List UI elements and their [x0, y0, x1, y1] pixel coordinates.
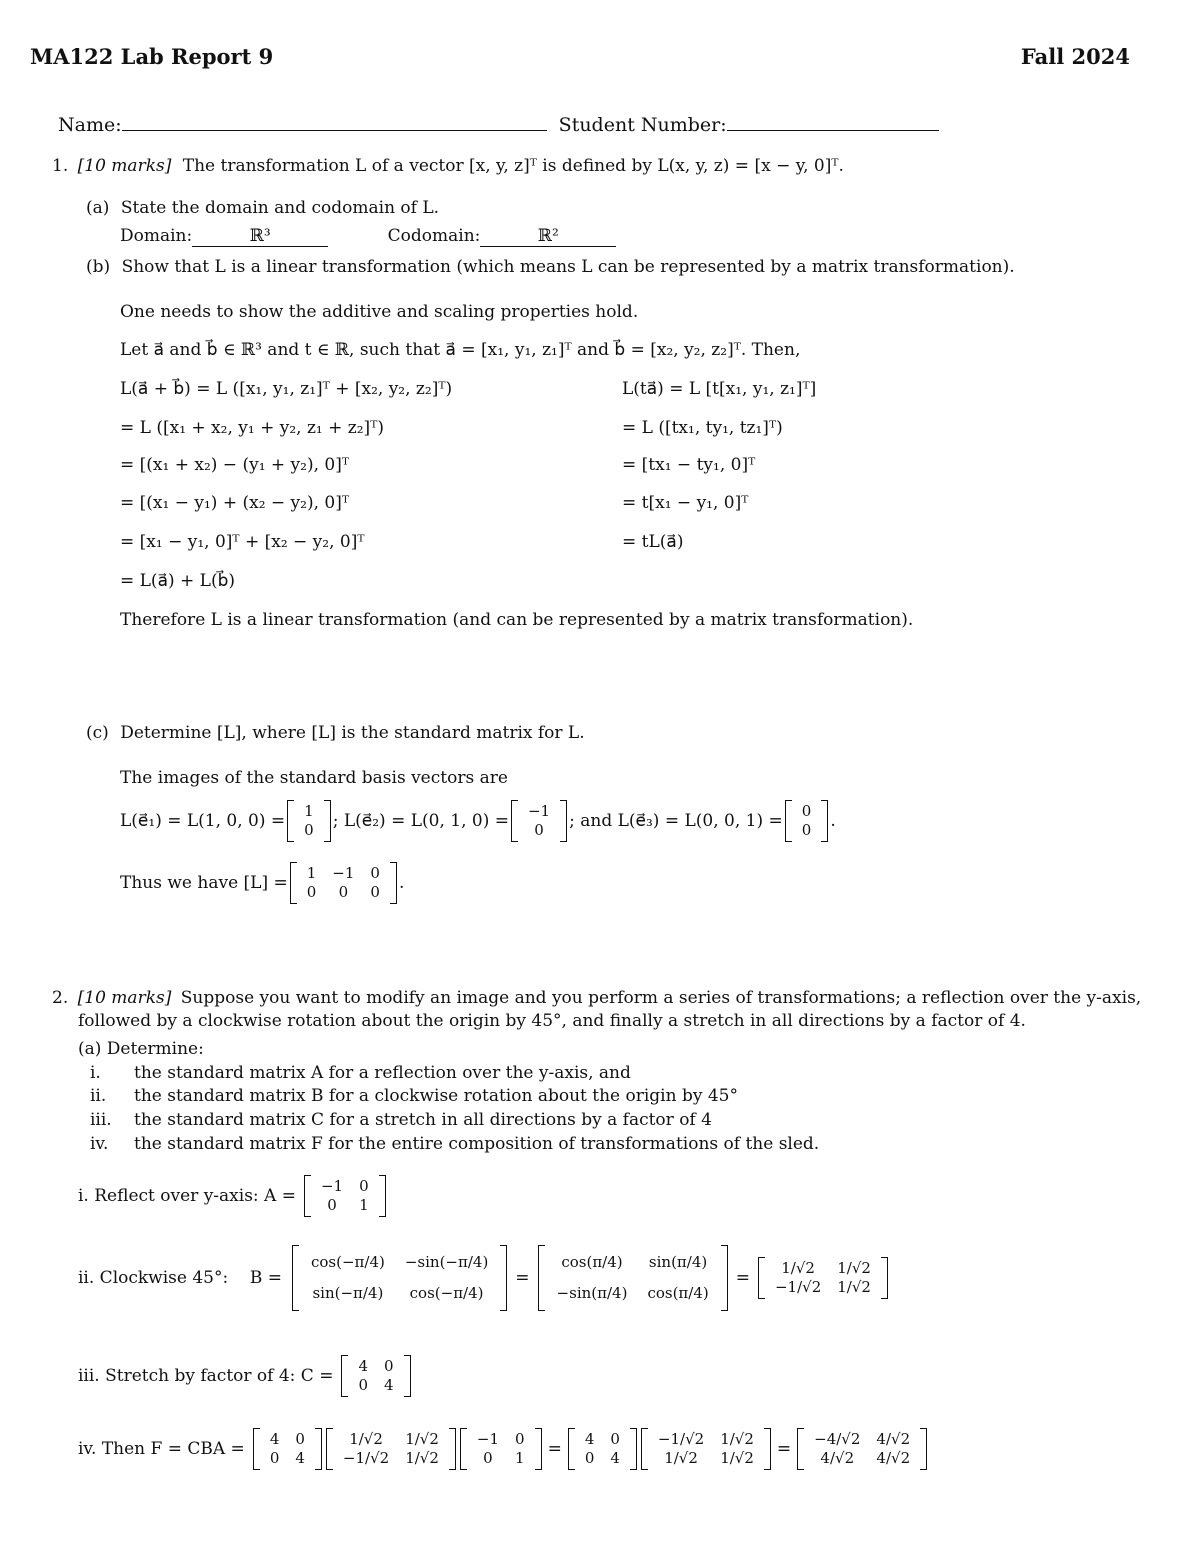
matrix-A: −1 0 0 1: [304, 1175, 386, 1217]
q2-item-text: the standard matrix B for a clockwise rotation about the origin by 45°: [134, 1086, 738, 1106]
e1-vector: 1 0: [287, 800, 331, 842]
q2-item-num: i.: [90, 1063, 101, 1083]
q1c-intro: The images of the standard basis vectors are: [120, 768, 508, 788]
q1c-label: (c): [86, 723, 109, 743]
matrix-B-trig: cos(π/4) sin(π/4) −sin(π/4) cos(π/4): [538, 1245, 728, 1311]
name-field[interactable]: [122, 112, 547, 131]
q2-number: 2.: [52, 988, 69, 1008]
end-dot: .: [398, 872, 405, 893]
matrix-C-factor: 4 0 0 4: [568, 1428, 637, 1470]
thus-label: Thus we have [L] =: [120, 872, 288, 893]
q2-text-2: followed by a clockwise rotation about the origin by 45°, and finally a stretch in all directions by a factor of 4.: [78, 1011, 1026, 1031]
scaling-line: = t[x₁ − y₁, 0]ᵀ: [622, 493, 749, 513]
e2-vector: −1 0: [511, 800, 567, 842]
scaling-line: = tL(a⃗): [622, 532, 684, 552]
composition-label: iv. Then F = CBA =: [78, 1438, 245, 1459]
basis-images: [120, 800, 836, 842]
scaling-line: L(ta⃗) = L [t[x₁, y₁, z₁]ᵀ]: [622, 379, 817, 399]
e3-vector: 0 0: [785, 800, 829, 842]
q1a-question: [86, 200, 439, 217]
additivity-line: = L(a⃗) + L(b⃗): [120, 571, 236, 591]
q2-item-num: iv.: [90, 1134, 109, 1154]
rotate-label: ii. Clockwise 45°: B =: [78, 1267, 282, 1288]
q1b-let: Let a⃗ and b⃗ ∈ ℝ³ and t ∈ ℝ, such that a⃗ = [x₁, y₁, z₁]ᵀ and b⃗ = [x₂, y₂, z₂]ᵀ. Then,: [120, 340, 801, 360]
matrix-A-row: [78, 1175, 388, 1217]
q2-item-num: ii.: [90, 1086, 107, 1106]
additivity-line: = [x₁ − y₁, 0]ᵀ + [x₂ − y₂, 0]ᵀ: [120, 532, 365, 552]
equals: =: [735, 1267, 750, 1288]
q1b-intro: One needs to show the additive and scaling properties hold.: [120, 302, 639, 322]
scaling-line: = L ([tx₁, ty₁, tz₁]ᵀ): [622, 418, 783, 438]
q1a-label: (a): [86, 198, 110, 218]
q2-item-text: the standard matrix A for a reflection over the y-axis, and: [134, 1063, 631, 1083]
equals: =: [547, 1438, 562, 1459]
codomain-answer: ℝ²: [480, 228, 616, 247]
q1a-text: State the domain and codomain of L.: [120, 198, 440, 218]
additivity-line: = [(x₁ + x₂) − (y₁ + y₂), 0]ᵀ: [120, 455, 350, 475]
domain-answer: ℝ³: [192, 228, 328, 247]
term-label: Fall 2024: [1020, 44, 1130, 69]
q2-item-text: the standard matrix C for a stretch in all directions by a factor of 4: [134, 1110, 712, 1130]
stretch-label: iii. Stretch by factor of 4: C =: [78, 1365, 334, 1386]
domain-label: Domain:: [120, 226, 193, 246]
student-number-label: Student Number:: [558, 114, 727, 136]
matrix-BA-product: −1/√2 1/√2 1/√2 1/√2: [641, 1428, 771, 1470]
q2-item-num: iii.: [90, 1110, 112, 1130]
matrix-B-row: [78, 1245, 890, 1311]
q2-marks: [10 marks]: [77, 988, 172, 1008]
matrix-C-factor: 4 0 0 4: [253, 1428, 322, 1470]
scaling-line: = [tx₁ − ty₁, 0]ᵀ: [622, 455, 756, 475]
q2-text-1: Suppose you want to modify an image and you perform a series of transformations; a reflection over the y-axis,: [180, 988, 1142, 1008]
additivity-line: = L ([x₁ + x₂, y₁ + y₂, z₁ + z₂]ᵀ): [120, 418, 384, 438]
equals: =: [776, 1438, 792, 1459]
q1b-conclusion: Therefore L is a linear transformation (and can be represented by a matrix transformation).: [120, 610, 914, 630]
q2-statement-1: [52, 990, 1141, 1007]
matrix-F: −4/√2 4/√2 4/√2 4/√2: [797, 1428, 927, 1470]
matrix-C: 4 0 0 4: [341, 1355, 410, 1397]
student-number-field[interactable]: [727, 112, 939, 131]
matrix-B: 1/√2 1/√2 −1/√2 1/√2: [758, 1257, 888, 1299]
q1c-text: Determine [L], where [L] is the standard matrix for L.: [120, 723, 585, 743]
reflect-label: i. Reflect over y-axis: A =: [78, 1185, 296, 1206]
matrix-L: 1 −1 0 0 0 0: [290, 862, 397, 904]
q1-text: The transformation L of a vector [x, y, z]ᵀ is defined by L(x, y, z) = [x − y, 0]ᵀ.: [182, 156, 844, 176]
q1b-text: Show that L is a linear transformation (which means L can be represented by a matrix transformation).: [121, 257, 1015, 277]
q1-marks: [10 marks]: [77, 156, 172, 176]
standard-matrix-L: [120, 862, 404, 904]
e3-equation: ; and L(e⃗₃) = L(0, 0, 1) =: [569, 810, 783, 831]
matrix-A-factor: −1 0 0 1: [460, 1428, 542, 1470]
codomain-label: Codomain:: [387, 226, 481, 246]
q1a-answer: [120, 228, 616, 247]
e2-equation: ; L(e⃗₂) = L(0, 1, 0) =: [332, 810, 509, 831]
q1b-question: [86, 259, 1015, 276]
q1c-question: [86, 725, 585, 742]
q1-statement: [52, 158, 844, 175]
name-label: Name:: [58, 114, 122, 136]
equals: =: [515, 1267, 530, 1288]
end-dot: .: [830, 810, 836, 831]
q1b-label: (b): [86, 257, 111, 277]
name-line: [58, 112, 939, 135]
e1-equation: L(e⃗₁) = L(1, 0, 0) =: [120, 810, 286, 831]
additivity-line: L(a⃗ + b⃗) = L ([x₁, y₁, z₁]ᵀ + [x₂, y₂, z₂]ᵀ): [120, 379, 453, 399]
matrix-C-row: [78, 1355, 413, 1397]
matrix-F-row: [78, 1428, 929, 1470]
matrix-B-factor: 1/√2 1/√2 −1/√2 1/√2: [326, 1428, 456, 1470]
page-title: MA122 Lab Report 9: [30, 44, 274, 69]
matrix-B-trig-neg: cos(−π/4) −sin(−π/4) sin(−π/4) cos(−π/4): [292, 1245, 507, 1311]
q1-number: 1.: [52, 156, 69, 176]
additivity-line: = [(x₁ − y₁) + (x₂ − y₂), 0]ᵀ: [120, 493, 350, 513]
q2a-label: (a) Determine:: [78, 1039, 204, 1059]
q2-item-text: the standard matrix F for the entire composition of transformations of the sled.: [134, 1134, 820, 1154]
